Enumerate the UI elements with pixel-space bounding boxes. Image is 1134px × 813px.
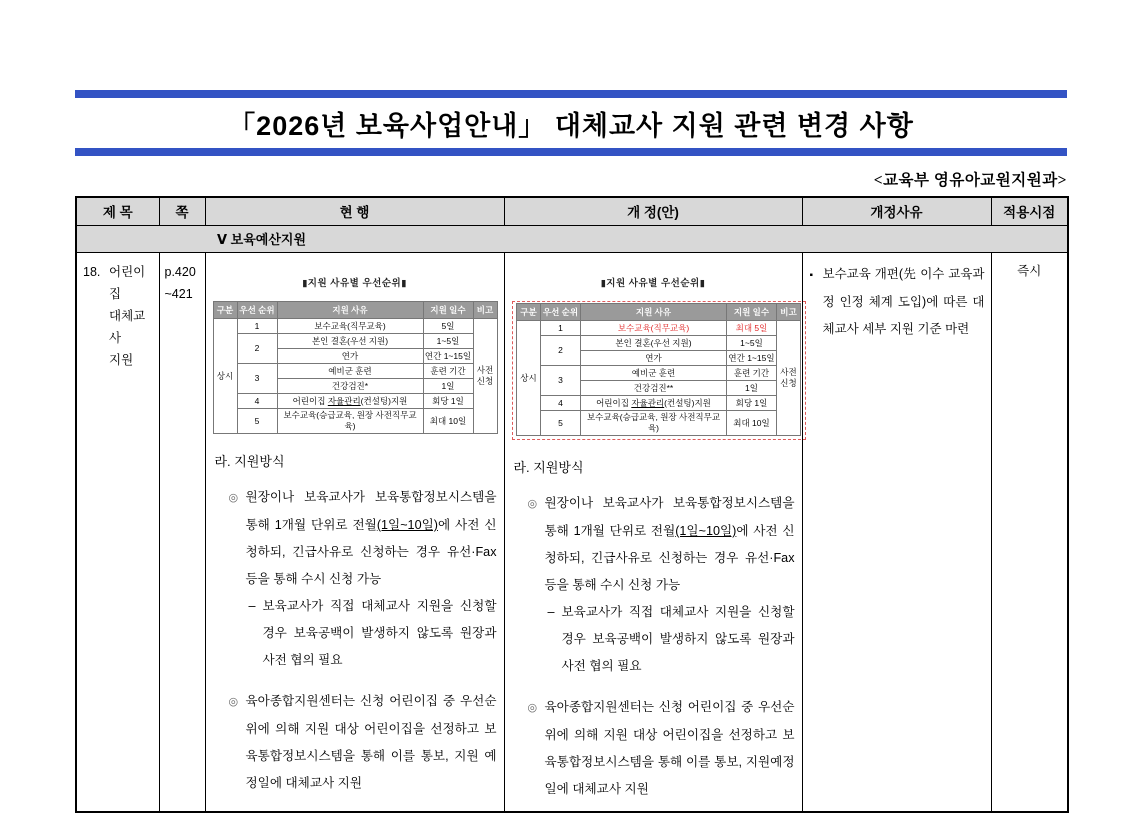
days-cell: 최대 10일 [423, 409, 473, 434]
days-cell: 1일 [727, 381, 777, 396]
rank-cell: 1 [541, 321, 581, 336]
priority-table-caption: ▮지원 사유별 우선순위▮ [600, 278, 706, 289]
method-text: 육아종합지원센터는 신청 어린이집 중 우선순위에 의해 지원 대상 어린이집을 선정하고 보육통합정보시스템을 통해 이를 통보, 지원 예정일에 대체교사 지원 [245, 694, 497, 790]
section-label: Ⅴ 보육예산지원 [76, 226, 1068, 253]
item-row [76, 253, 1068, 813]
reason-cell [581, 396, 727, 411]
prio-header-days: 지원 일수 [727, 304, 777, 321]
change-table [75, 196, 1069, 813]
days-cell: 5일 [423, 319, 473, 334]
item-title-line: 지원 [109, 353, 134, 367]
method-paragraph [213, 484, 497, 593]
title-rule-top [75, 90, 1067, 98]
group-cell: 상시 [213, 319, 237, 434]
prio-header-note: 비고 [473, 302, 497, 319]
reason-cell: 보수교육(직무교육) [277, 319, 423, 334]
item-number: 18. [83, 265, 101, 279]
days-cell: 최대 10일 [727, 411, 777, 436]
method-heading: 라. 지원방식 [513, 460, 584, 475]
section-row [76, 226, 1068, 253]
table-row [213, 409, 497, 434]
method-text: 육아종합지원센터는 신청 어린이집 중 우선순위에 의해 지원 대상 어린이집을 선정하고 보육통합정보시스템을 통해 이를 통보, 지원예정일에 대체교사 지원 [544, 700, 795, 796]
circle-bullet-icon: ◎ [228, 696, 239, 708]
col-header-page: 쪽 [159, 197, 205, 226]
rank-cell: 5 [541, 411, 581, 436]
note-cell [777, 321, 801, 436]
note-line: 신청 [780, 378, 797, 388]
rank-cell: 2 [541, 336, 581, 366]
table-row [213, 334, 497, 349]
rank-cell: 1 [237, 319, 277, 334]
reason-cell: 보수교육(승급교육, 원장 사전직무교육) [581, 411, 727, 436]
item-title-text: 어린이집 [109, 265, 146, 301]
days-cell: 1~5일 [727, 336, 777, 351]
revised-priority-table [516, 303, 801, 436]
square-bullet-icon: ▪ [809, 270, 814, 281]
method-text: 원장이나 보육교사가 보육통합정보시스템을 통해 1개월 단위로 전월 [245, 490, 497, 532]
prio-header-note: 비고 [777, 304, 801, 321]
reason-cell: 보수교육(승급교육, 원장 사전직무교육) [277, 409, 423, 434]
item-title-cell [76, 253, 159, 813]
circle-bullet-icon: ◎ [527, 498, 538, 510]
reason-text: (컨설팅)지원 [664, 397, 711, 408]
page-ref-line: p.420 [164, 265, 196, 279]
table-row [213, 394, 497, 409]
days-cell: 연간 1~15일 [727, 351, 777, 366]
reason-cell: 예비군 훈련 [277, 364, 423, 379]
change-highlight-box [512, 301, 806, 440]
item-title-line: 대체교사 [109, 309, 146, 345]
reason-cell: 연가 [277, 349, 423, 364]
reason-cell [802, 253, 991, 813]
circle-bullet-icon: ◎ [527, 702, 538, 714]
days-cell: 회당 1일 [423, 394, 473, 409]
method-text-underlined: (1일~10일) [675, 524, 737, 538]
method-paragraph [512, 694, 795, 803]
note-line: 사전 [476, 365, 494, 375]
table-row [517, 321, 801, 336]
priority-table-caption: ▮지원 사유별 우선순위▮ [302, 278, 407, 289]
reason-text-underlined: 자율관리 [327, 395, 361, 406]
current-cell [205, 253, 504, 813]
rank-cell: 3 [237, 364, 277, 394]
document-sheet [75, 0, 1067, 813]
reason-text-underlined: 자율관리 [631, 397, 665, 408]
reason-cell-changed: 보수교육(직무교육) [581, 321, 727, 336]
group-cell: 상시 [517, 321, 541, 436]
note-line: 신청 [476, 376, 494, 386]
reason-paragraph [810, 261, 985, 343]
rank-cell: 4 [541, 396, 581, 411]
rank-cell: 3 [541, 366, 581, 396]
reason-cell [277, 394, 423, 409]
method-subparagraph [512, 599, 795, 680]
note-line: 사전 [780, 367, 797, 377]
reason-cell: 건강검진** [581, 381, 727, 396]
col-header-current: 현 행 [205, 197, 504, 226]
method-text: 원장이나 보육교사가 보육통합정보시스템을 통해 1개월 단위로 전월 [544, 496, 795, 538]
prio-header-rank: 우선 순위 [541, 304, 581, 321]
dash-bullet-icon: – [248, 599, 256, 613]
method-text: 에 사전 신청하되, 긴급사유로 신청하는 경우 유선·Fax 등을 통해 수시 신청 가능 [245, 518, 497, 586]
reason-text: 어린이집 [596, 397, 632, 408]
col-header-title: 제 목 [76, 197, 159, 226]
col-header-reason: 개정사유 [802, 197, 991, 226]
method-paragraph [213, 688, 497, 797]
reason-cell: 본인 결혼(우선 지원) [581, 336, 727, 351]
current-priority-table [213, 301, 498, 434]
table-row [213, 319, 497, 334]
circle-bullet-icon: ◎ [228, 492, 239, 504]
prio-header-group: 구분 [517, 304, 541, 321]
method-text: 에 사전 신청하되, 긴급사유로 신청하는 경우 유선·Fax 등을 통해 수시 신청 가능 [544, 524, 795, 592]
rank-cell: 5 [237, 409, 277, 434]
table-row [517, 411, 801, 436]
table-row [213, 364, 497, 379]
reason-text: 보수교육 개편(先 이수 교육과정 인정 체계 도입)에 따른 대체교사 세부 지원 기준 마련 [822, 267, 985, 336]
method-subtext: 보육교사가 직접 대체교사 지원을 신청할 경우 보육공백이 발생하지 않도록 원장과 사전 협의 필요 [262, 599, 497, 667]
page-ref-line: ~421 [164, 287, 193, 301]
reason-text: (컨설팅)지원 [360, 395, 408, 406]
dash-bullet-icon: – [547, 605, 555, 619]
table-header-row [76, 197, 1068, 226]
days-cell-changed: 최대 5일 [727, 321, 777, 336]
days-cell: 훈련 기간 [423, 364, 473, 379]
apply-time-cell: 즉시 [991, 253, 1068, 813]
reason-cell: 건강검진* [277, 379, 423, 394]
days-cell: 연간 1~15일 [423, 349, 473, 364]
title-rule-bottom [75, 148, 1067, 156]
reason-text: 어린이집 [292, 395, 328, 406]
page-title: 「2026년 보육사업안내」 대체교사 지원 관련 변경 사항 [228, 111, 914, 141]
table-row [517, 336, 801, 351]
prio-header-group: 구분 [213, 302, 237, 319]
days-cell: 1~5일 [423, 334, 473, 349]
prio-header-reason: 지원 사유 [277, 302, 423, 319]
col-header-apply: 적용시점 [991, 197, 1068, 226]
method-paragraph [512, 490, 795, 599]
note-cell [473, 319, 497, 434]
col-header-revised: 개 정(안) [504, 197, 802, 226]
reason-cell: 예비군 훈련 [581, 366, 727, 381]
days-cell: 1일 [423, 379, 473, 394]
method-heading: 라. 지원방식 [214, 454, 285, 469]
rank-cell: 2 [237, 334, 277, 364]
method-subparagraph [213, 593, 497, 674]
department-label: <교육부 영유아교원지원과> [873, 172, 1067, 189]
reason-cell: 연가 [581, 351, 727, 366]
days-cell: 회당 1일 [727, 396, 777, 411]
table-row [517, 366, 801, 381]
method-subtext: 보육교사가 직접 대체교사 지원을 신청할 경우 보육공백이 발생하지 않도록 원장과 사전 협의 필요 [561, 605, 795, 673]
revised-cell [504, 253, 802, 813]
rank-cell: 4 [237, 394, 277, 409]
prio-header-rank: 우선 순위 [237, 302, 277, 319]
table-row [517, 396, 801, 411]
reason-cell: 본인 결혼(우선 지원) [277, 334, 423, 349]
days-cell: 훈련 기간 [727, 366, 777, 381]
item-title-line [83, 261, 157, 305]
item-page-cell [159, 253, 205, 813]
prio-header-reason: 지원 사유 [581, 304, 727, 321]
method-text-underlined: (1일~10일) [376, 518, 438, 532]
prio-header-days: 지원 일수 [423, 302, 473, 319]
